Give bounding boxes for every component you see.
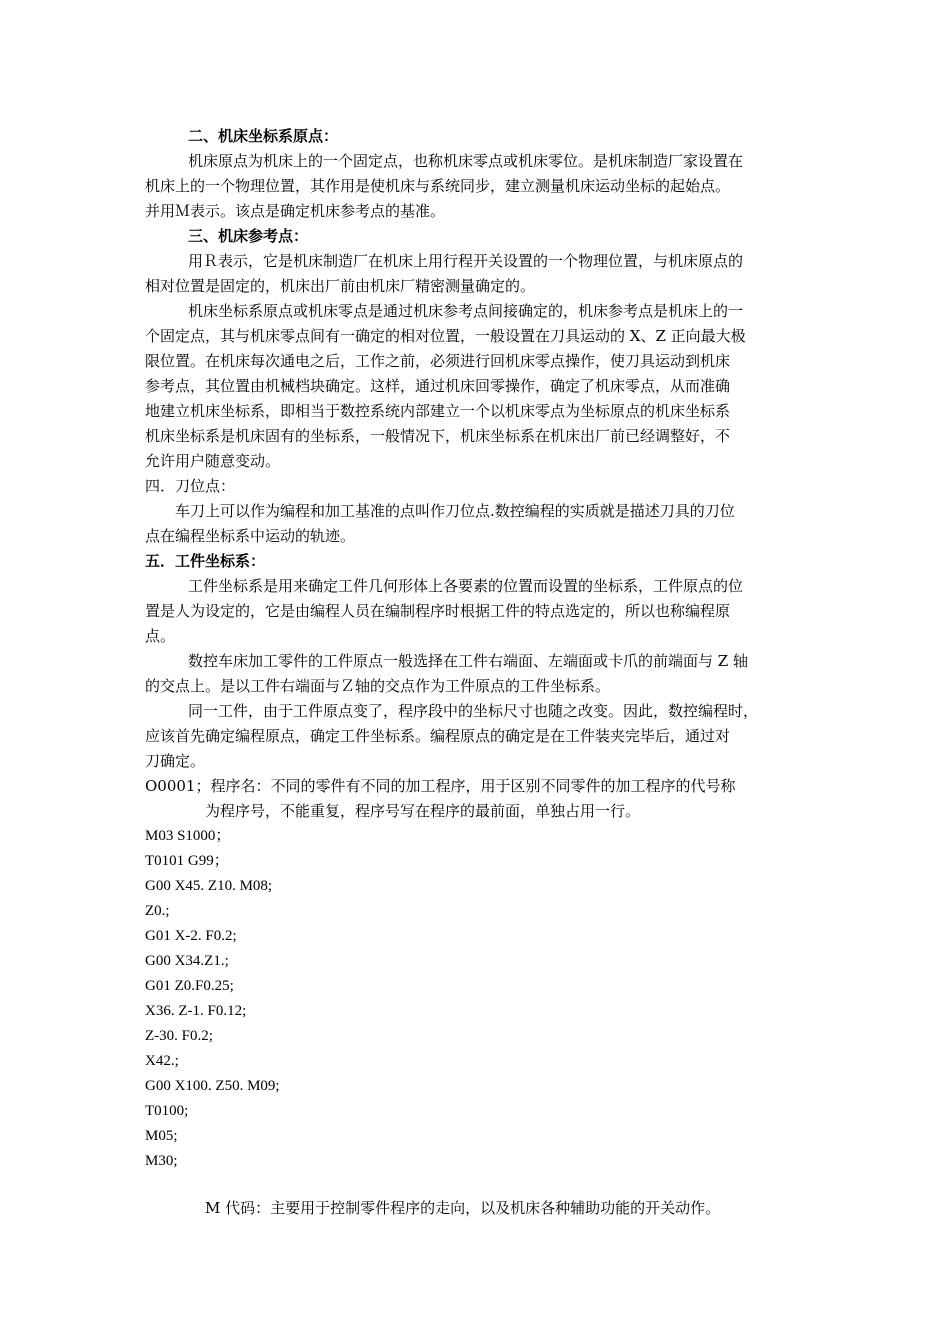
section-heading-workpiece-coordinate: 五．工件坐标系： <box>145 552 266 570</box>
code-line: T0100; <box>145 1103 189 1119</box>
program-name-line: O0001；程序名：不同的零件有不同的加工程序，用于区别不同零件的加工程序的代号称 <box>145 777 736 795</box>
paragraph-line: 地建立机床坐标系，即相当于数控系统内部建立一个以机床零点为坐标原点的机床坐标系 <box>145 402 731 420</box>
paragraph-line: 并用Ｍ表示。该点是确定机床参考点的基准。 <box>145 202 446 220</box>
code-line: G00 X100. Z50. M09; <box>145 1078 280 1094</box>
code-line: X42.; <box>145 1053 179 1069</box>
paragraph-line: 用Ｒ表示，它是机床制造厂在机床上用行程开关设置的一个物理位置，与机床原点的 <box>188 252 744 270</box>
paragraph-line: 机床上的一个物理位置，其作用是使机床与系统同步，建立测量机床运动坐标的起始点。 <box>145 177 731 195</box>
paragraph-line: 的交点上。是以工件右端面与Ｚ轴的交点作为工件原点的工件坐标系。 <box>145 677 611 695</box>
code-line: G00 X45. Z10. M08; <box>145 878 273 894</box>
paragraph-line: 数控车床加工零件的工件原点一般选择在工件右端面、左端面或卡爪的前端面与 Z 轴 <box>188 652 748 670</box>
paragraph-line: 机床坐标系是机床固有的坐标系，一般情况下，机床坐标系在机床出厂前已经调整好，不 <box>145 427 731 445</box>
paragraph-line: 允许用户随意变动。 <box>145 452 281 470</box>
paragraph-line: 应该首先确定编程原点，确定工件坐标系。编程原点的确定是在工件装夹完毕后，通过对 <box>145 727 731 745</box>
section-heading-tool-point: 四．刀位点： <box>145 477 236 495</box>
paragraph-line: 工件坐标系是用来确定工件几何形体上各要素的位置而设置的坐标系，工件原点的位 <box>188 577 744 595</box>
code-line: G00 X34.Z1.; <box>145 953 229 969</box>
code-line: G01 Z0.F0.25; <box>145 978 234 994</box>
section-heading-machine-origin: 二、机床坐标系原点： <box>188 127 339 145</box>
paragraph-line: 点在编程坐标系中运动的轨迹。 <box>145 527 356 545</box>
paragraph-line: 车刀上可以作为编程和加工基准的点叫作刀位点.数控编程的实质就是描述刀具的刀位 <box>175 502 735 520</box>
document-body <box>145 124 815 1174</box>
paragraph-line: 机床坐标系原点或机床零点是通过机床参考点间接确定的，机床参考点是机床上的一 <box>188 302 744 320</box>
code-line: M30; <box>145 1153 178 1169</box>
paragraph-line: 参考点，其位置由机械档块确定。这样，通过机床回零操作，确定了机床零点，从而准确 <box>145 377 731 395</box>
paragraph-line: 个固定点，其与机床零点间有一确定的相对位置，一般设置在刀具运动的 X、Z 正向最大极 <box>145 327 746 345</box>
code-line: M03 S1000； <box>145 828 231 844</box>
code-line: Z0.; <box>145 903 170 919</box>
code-line: X36. Z-1. F0.12; <box>145 1003 247 1019</box>
paragraph-line: 刀确定。 <box>145 752 206 770</box>
paragraph-line: 点。 <box>145 627 176 645</box>
paragraph-line: 同一工件，由于工件原点变了，程序段中的坐标尺寸也随之改变。因此，数控编程时， <box>188 702 759 720</box>
program-name-line-continued: 为程序号，不能重复，程序号写在程序的最前面，单独占用一行。 <box>205 802 641 820</box>
paragraph-line: 置是人为设定的，它是由编程人员在编制程序时根据工件的特点选定的，所以也称编程原 <box>145 602 731 620</box>
code-line: M05; <box>145 1128 178 1144</box>
paragraph-line: 机床原点为机床上的一个固定点，也称机床零点或机床零位。是机床制造厂家设置在 <box>188 152 744 170</box>
section-heading-reference-point: 三、机床参考点： <box>188 227 309 245</box>
code-line: Z-30. F0.2; <box>145 1028 213 1044</box>
m-code-note: M 代码：主要用于控制零件程序的走向，以及机床各种辅助功能的开关动作。 <box>205 1199 721 1217</box>
paragraph-line: 限位置。在机床每次通电之后，工作之前，必须进行回机床零点操作，使刀具运动到机床 <box>145 352 731 370</box>
code-line: G01 X-2. F0.2; <box>145 928 237 944</box>
code-line: T0101 G99； <box>145 853 229 869</box>
paragraph-line: 相对位置是固定的，机床出厂前由机床厂精密测量确定的。 <box>145 277 536 295</box>
